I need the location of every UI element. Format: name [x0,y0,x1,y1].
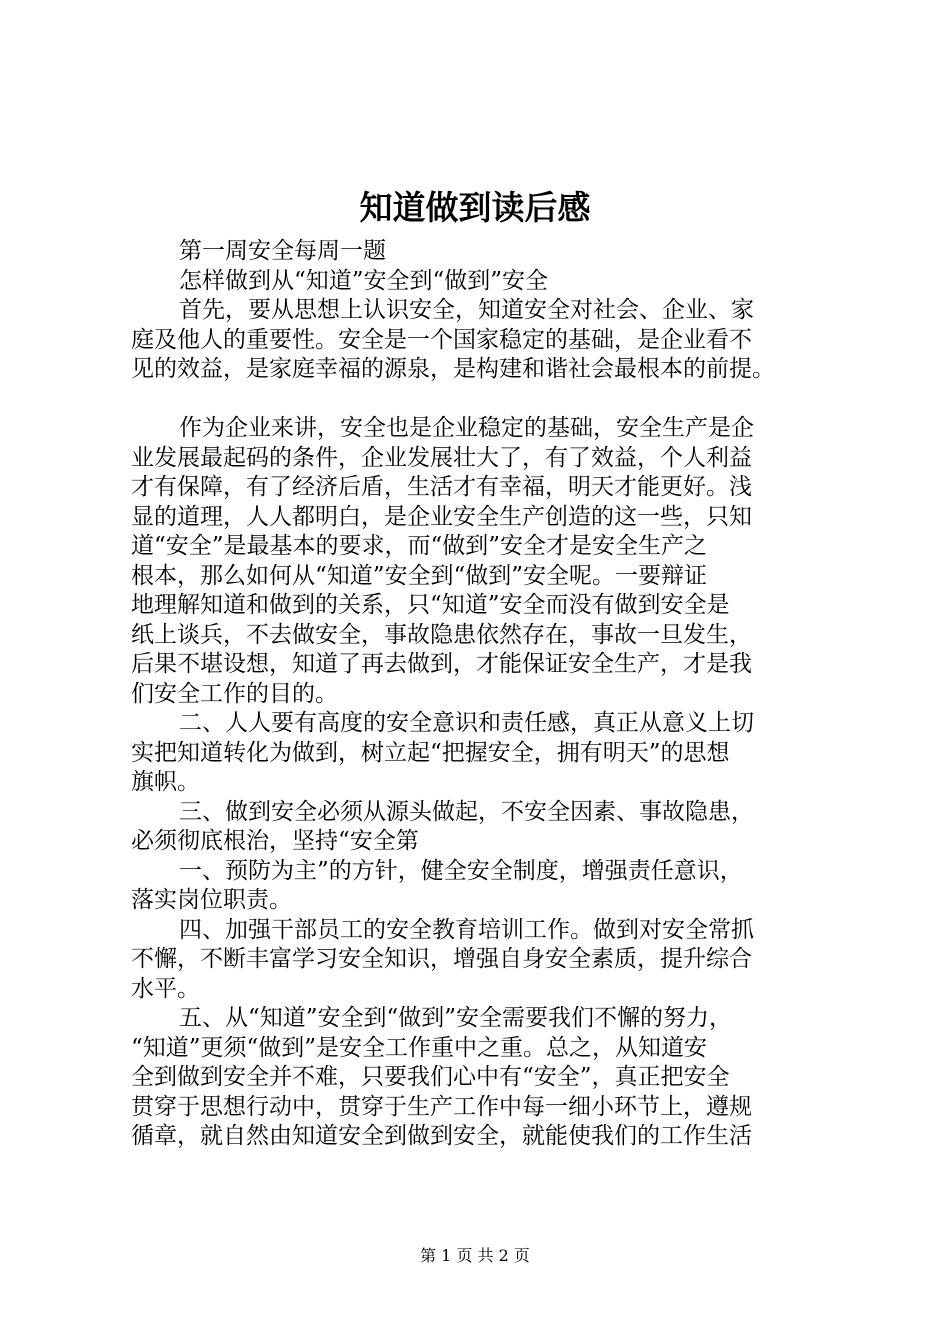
text-line: 显的道理，人人都明白，是企业安全生产创造的这一些，只知 [131,503,752,530]
text-line: 旗帜。 [131,769,200,795]
text-line: 必须彻底根治，坚持“安全第 [131,828,419,854]
text-line: 实把知道转化为做到，树立起“把握安全，拥有明天”的思想 [131,739,730,766]
document-title: 知道做到读后感 [359,188,591,227]
text-line: 地理解知道和做到的关系，只“知道”安全而没有做到安全是 [131,592,730,618]
text-line: 落实岗位职责。 [131,887,292,913]
text-line: 怎样做到从“知道”安全到“做到”安全 [179,267,549,294]
text-line: 不懈，不断丰富学习安全知识，增强自身安全素质，提升综合 [131,946,752,972]
text-line: 根本，那么如何从“知道”安全到“做到”安全呢。一要辩证 [131,562,708,589]
text-line: 五、从“知道”安全到“做到”安全需要我们不懈的努力， [179,1005,733,1031]
text-line: 首先，要从思想上认识安全，知道安全对社会、企业、家 [179,297,754,323]
text-line: 作为企业来讲，安全也是企业稳定的基础，安全生产是企 [179,415,754,441]
text-line: 三、做到安全必须从源头做起，不安全因素、事故隐患， [179,798,754,825]
text-line: 四、加强干部员工的安全教育培训工作。做到对安全常抓 [179,916,754,943]
text-line: 第一周安全每周一题 [179,238,386,264]
text-line: 庭及他人的重要性。安全是一个国家稳定的基础，是企业看不 [131,326,752,353]
text-line: 二、人人要有高度的安全意识和责任感，真正从意义上切 [179,710,754,736]
text-line: “知道”更须“做到”是安全工作重中之重。总之，从知道安 [131,1034,708,1061]
text-line: 业发展最起码的条件，企业发展壮大了，有了效益，个人利益 [131,444,752,471]
text-line: 全到做到安全并不难，只要我们心中有“安全”，真正把安全 [131,1064,730,1090]
blank-line [131,385,831,415]
text-line: 道“安全”是最基本的要求，而“做到”安全才是安全生产之 [131,533,708,559]
text-line: 循章，就自然由知道安全到做到安全，就能使我们的工作生活 [131,1123,752,1149]
document-body [131,237,831,1152]
text-line: 后果不堪设想，知道了再去做到，才能保证安全生产，才是我 [131,651,752,677]
text-line: 才有保障，有了经济后盾，生活才有幸福，明天才能更好。浅 [131,474,752,500]
text-line: 水平。 [131,975,200,1002]
text-line: 纸上谈兵，不去做安全，事故隐患依然存在，事故一旦发生， [131,621,752,648]
text-line: 们安全工作的目的。 [131,680,338,707]
text-line: 贯穿于思想行动中，贯穿于生产工作中每一细小环节上，遵规 [131,1093,752,1120]
page-number-footer: 第 1 页 共 2 页 [420,1246,530,1265]
text-line: 见的效益，是家庭幸福的源泉，是构建和谐社会最根本的前提。 [131,356,775,382]
text-line: 一、预防为主”的方针，健全安全制度，增强责任意识， [179,857,743,884]
